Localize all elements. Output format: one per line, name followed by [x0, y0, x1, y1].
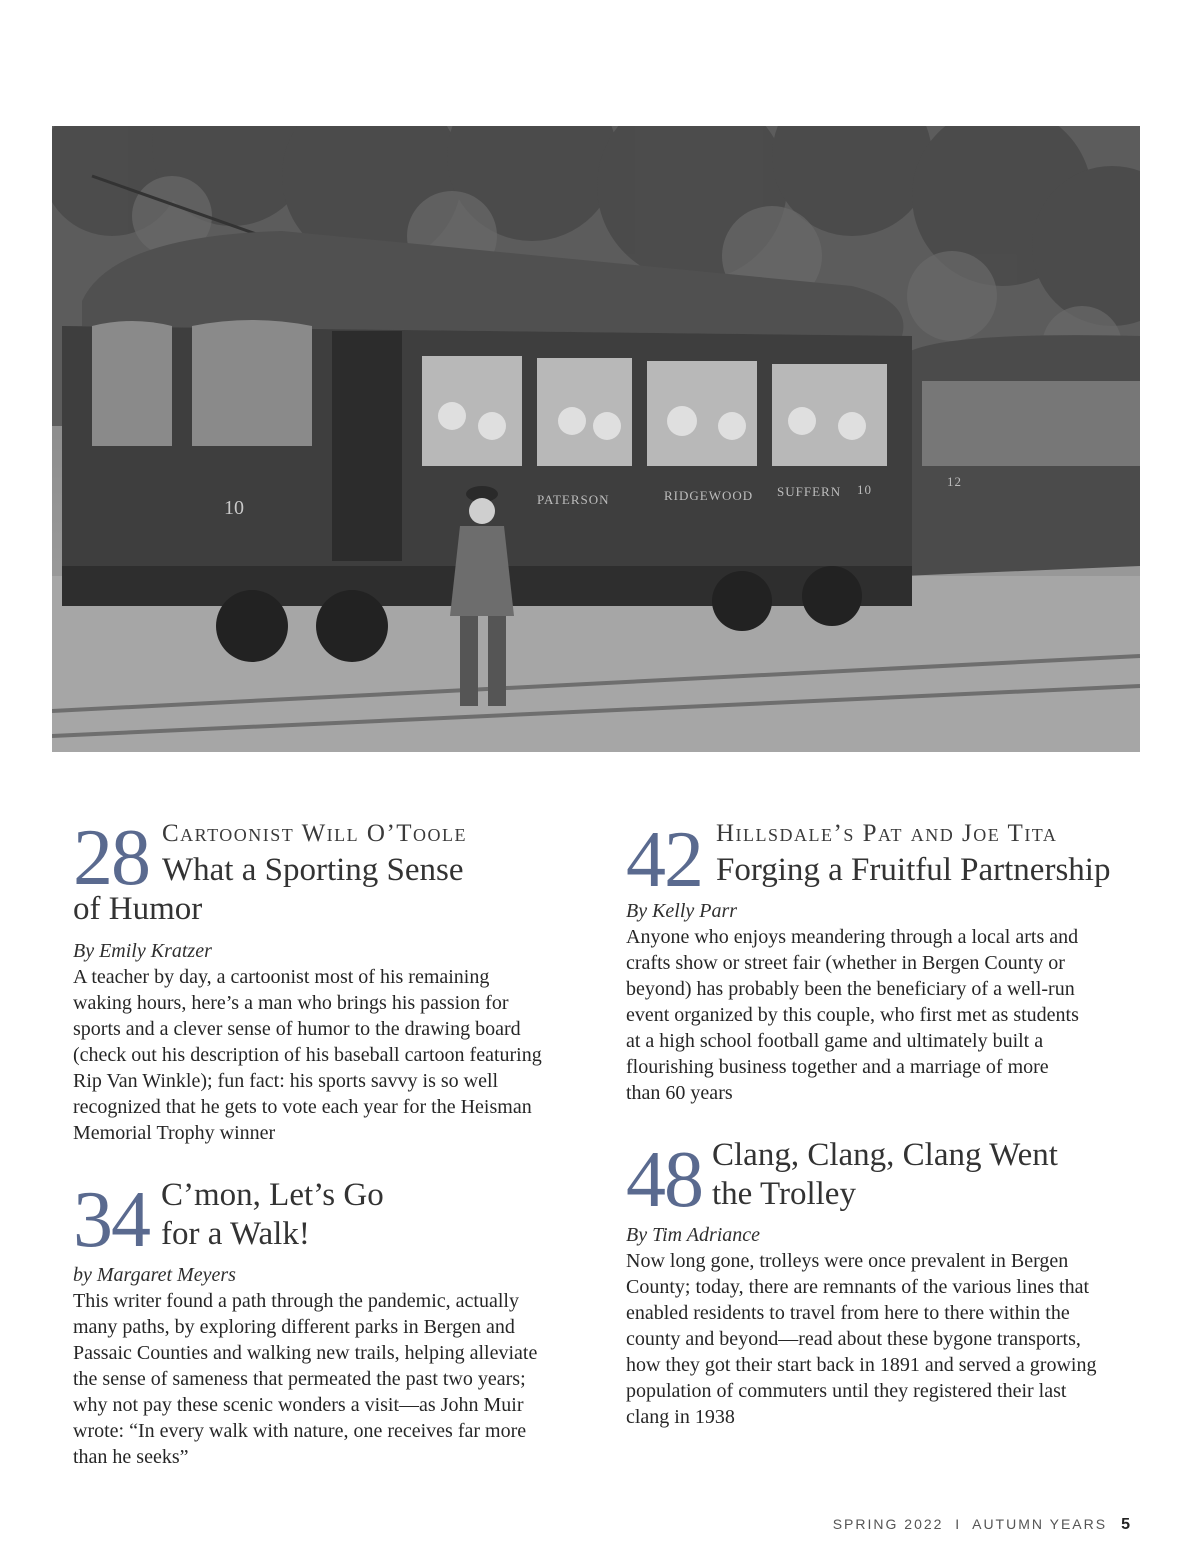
- footer-text: SPRING 2022 I AUTUMN YEARS: [832, 1516, 1108, 1532]
- article-body: [73, 1288, 593, 1470]
- headline-line-1: What a Sporting Sense: [162, 852, 464, 888]
- trolley-illustration: [52, 126, 1140, 752]
- body-line: beyond) has probably been the beneficiary of a well-run: [626, 978, 1075, 1000]
- car-side-text-1: PATERSON: [537, 492, 610, 507]
- body-line: Passaic Counties and walking new trails, helping alleviate: [73, 1342, 538, 1364]
- article-number: 48: [626, 1136, 702, 1224]
- article-byline: by Margaret Meyers: [73, 1264, 236, 1286]
- article-48: [626, 1136, 1126, 1428]
- headline-line-2: of Humor: [73, 891, 203, 927]
- body-line: This writer found a path through the pandemic, actually: [73, 1290, 519, 1312]
- page-number: 5: [1121, 1516, 1130, 1533]
- article-byline: By Emily Kratzer: [73, 940, 212, 962]
- body-line: wrote: “In every walk with nature, one receives far more: [73, 1420, 527, 1442]
- headline-line-1: C’mon, Let’s Go: [161, 1177, 384, 1213]
- body-line: county and beyond—read about these bygone transports,: [626, 1328, 1081, 1350]
- body-line: A teacher by day, a cartoonist most of his remaining: [73, 966, 490, 988]
- body-line: Memorial Trophy winner: [73, 1122, 276, 1144]
- car-side-text-4: 10: [857, 482, 872, 497]
- headline-line-1: Clang, Clang, Clang Went: [712, 1137, 1058, 1173]
- trolley-photo: [52, 126, 1140, 752]
- body-line: many paths, by exploring different parks in Bergen and: [73, 1316, 515, 1338]
- body-line: why not pay these scenic wonders a visit—as John Muir: [73, 1394, 524, 1416]
- car-number-second: 12: [947, 474, 962, 489]
- body-line: clang in 1938: [626, 1406, 735, 1428]
- body-line: Rip Van Winkle); fun fact: his sports savvy is so well: [73, 1070, 499, 1092]
- car-number-front: 10: [224, 497, 244, 519]
- article-headline: [73, 851, 593, 929]
- article-34: [73, 1176, 593, 1470]
- article-42: [626, 818, 1126, 1118]
- body-line: sports and a clever sense of humor to the drawing board: [73, 1018, 521, 1040]
- page-footer: [833, 1516, 1130, 1534]
- article-kicker: Cartoonist Will O’Toole: [162, 820, 468, 847]
- body-line: Anyone who enjoys meandering through a local arts and: [626, 926, 1079, 948]
- body-line: crafts show or street fair (whether in Bergen County or: [626, 952, 1065, 974]
- article-headline: [161, 1176, 591, 1254]
- article-body: [73, 964, 593, 1146]
- body-line: how they got their start back in 1891 and served a growing: [626, 1354, 1097, 1376]
- article-number: 28: [73, 814, 149, 902]
- car-side-text-3: SUFFERN: [777, 484, 842, 499]
- body-line: Now long gone, trolleys were once prevalent in Bergen: [626, 1250, 1069, 1272]
- article-28: [73, 814, 593, 1148]
- body-line: recognized that he gets to vote each year for the Heisman: [73, 1096, 532, 1118]
- article-headline: [712, 1136, 1126, 1214]
- body-line: flourishing business together and a marriage of more: [626, 1056, 1049, 1078]
- article-body: [626, 924, 1126, 1106]
- body-line: the sense of sameness that permeated the past two years;: [73, 1368, 526, 1390]
- body-line: (check out his description of his baseball cartoon featuring: [73, 1044, 542, 1066]
- article-byline: By Kelly Parr: [626, 900, 738, 922]
- headline-line-2: for a Walk!: [161, 1216, 310, 1252]
- article-byline: By Tim Adriance: [626, 1224, 761, 1246]
- article-body: [626, 1248, 1126, 1430]
- headline-line-1: Forging a Fruitful Partnership: [716, 852, 1111, 888]
- car-side-text-2: RIDGEWOOD: [664, 488, 754, 503]
- body-line: enabled residents to travel from here to there within the: [626, 1302, 1070, 1324]
- body-line: than he seeks”: [73, 1446, 189, 1468]
- article-kicker: Hillsdale’s Pat and Joe Tita: [716, 820, 1058, 847]
- article-number: 34: [73, 1176, 149, 1264]
- article-number: 42: [626, 816, 702, 904]
- headline-line-2: the Trolley: [712, 1176, 856, 1212]
- body-line: waking hours, here’s a man who brings his passion for: [73, 992, 509, 1014]
- body-line: at a high school football game and ultimately built a: [626, 1030, 1044, 1052]
- body-line: event organized by this couple, who first met as students: [626, 1004, 1079, 1026]
- body-line: than 60 years: [626, 1082, 733, 1104]
- body-line: County; today, there are remnants of the various lines that: [626, 1276, 1090, 1298]
- article-headline: [716, 851, 1126, 890]
- body-line: population of commuters until they registered their last: [626, 1380, 1067, 1402]
